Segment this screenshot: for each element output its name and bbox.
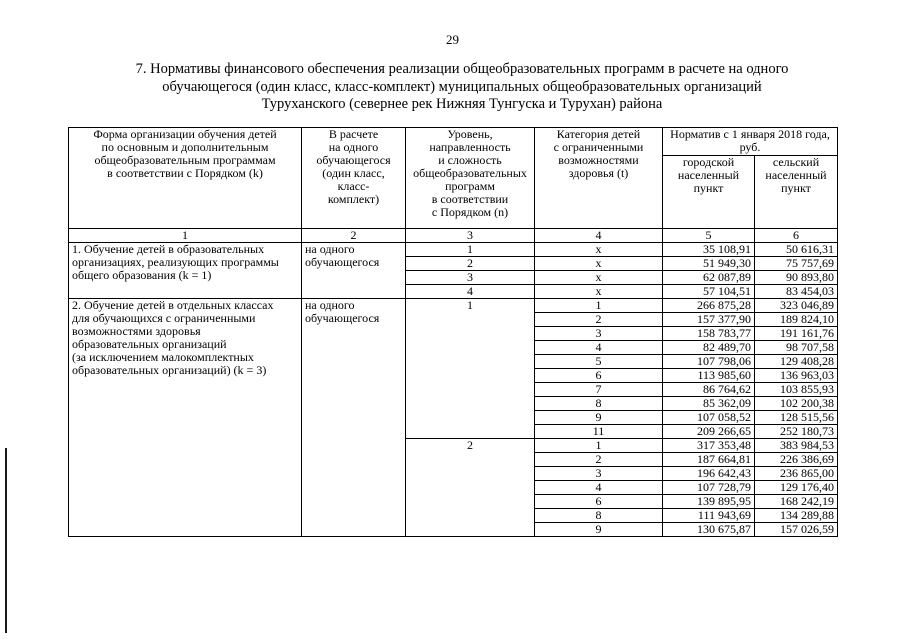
urban-value-cell: 57 104,51 (663, 285, 755, 299)
level-cell: 2 (406, 257, 535, 271)
cell-line: образовательных организаций) (k = 3) (72, 363, 267, 377)
table-row (69, 243, 838, 257)
category-cell: 9 (535, 523, 663, 537)
cell-line: на одного (305, 298, 355, 312)
cell-line: возможностями здоровья (72, 324, 201, 338)
urban-value-cell: 139 895,95 (663, 495, 755, 509)
per-student-cell (302, 299, 406, 537)
rural-value-cell: 134 289,88 (755, 509, 838, 523)
category-cell: 7 (535, 383, 663, 397)
urban-value-cell: 158 783,77 (663, 327, 755, 341)
header-category: Категория детей с ограниченными возможностями здоровья (t) (535, 128, 663, 229)
urban-value-cell: 86 764,62 (663, 383, 755, 397)
level-cell: 3 (406, 271, 535, 285)
rural-value-cell: 168 242,19 (755, 495, 838, 509)
rural-value-cell: 252 180,73 (755, 425, 838, 439)
cell-line: обучающегося (305, 311, 380, 325)
rural-value-cell: 103 855,93 (755, 383, 838, 397)
category-cell: 9 (535, 411, 663, 425)
rural-value-cell: 129 408,28 (755, 355, 838, 369)
level-cell: 4 (406, 285, 535, 299)
category-cell: 6 (535, 495, 663, 509)
rural-value-cell: 189 824,10 (755, 313, 838, 327)
category-cell: 11 (535, 425, 663, 439)
category-cell: 6 (535, 369, 663, 383)
column-number: 4 (535, 229, 663, 243)
category-cell: 3 (535, 327, 663, 341)
per-student-cell (302, 243, 406, 299)
rural-value-cell: 98 707,58 (755, 341, 838, 355)
column-number: 6 (755, 229, 838, 243)
urban-value-cell: 209 266,65 (663, 425, 755, 439)
urban-value-cell: 196 642,43 (663, 467, 755, 481)
urban-value-cell: 82 489,70 (663, 341, 755, 355)
category-cell: 8 (535, 509, 663, 523)
category-cell: 4 (535, 481, 663, 495)
rural-value-cell: 136 963,03 (755, 369, 838, 383)
rural-value-cell: 75 757,69 (755, 257, 838, 271)
header-level: Уровень, направленность и сложность общеобразовательных программ в соответствии с Порядком (n) (406, 128, 535, 229)
column-number: 3 (406, 229, 535, 243)
rural-value-cell: 191 161,76 (755, 327, 838, 341)
category-cell: 2 (535, 313, 663, 327)
urban-value-cell: 107 058,52 (663, 411, 755, 425)
cell-line: обучающегося (305, 255, 380, 269)
category-cell: 3 (535, 467, 663, 481)
urban-value-cell: 317 353,48 (663, 439, 755, 453)
cell-line: (за исключением малокомплектных (72, 350, 254, 364)
category-cell: х (535, 271, 663, 285)
urban-value-cell: 35 108,91 (663, 243, 755, 257)
urban-value-cell: 187 664,81 (663, 453, 755, 467)
header-urban: городской населенный пункт (663, 156, 755, 229)
urban-value-cell: 113 985,60 (663, 369, 755, 383)
form-cell (69, 243, 302, 299)
rural-value-cell: 157 026,59 (755, 523, 838, 537)
rural-value-cell: 128 515,56 (755, 411, 838, 425)
category-cell: х (535, 285, 663, 299)
rural-value-cell: 129 176,40 (755, 481, 838, 495)
urban-value-cell: 107 728,79 (663, 481, 755, 495)
rural-value-cell: 383 984,53 (755, 439, 838, 453)
column-number: 2 (302, 229, 406, 243)
urban-value-cell: 130 675,87 (663, 523, 755, 537)
title-line: 7. Нормативы финансового обеспечения реализации общеобразовательных программ в расчете на одного (135, 61, 789, 77)
rural-value-cell: 236 865,00 (755, 467, 838, 481)
cell-line: 1. Обучение детей в образовательных (72, 242, 265, 256)
level-cell: 1 (406, 243, 535, 257)
cell-line: образовательных организаций (72, 337, 227, 351)
category-cell: 2 (535, 453, 663, 467)
page-number: 29 (446, 32, 459, 47)
urban-value-cell: 85 362,09 (663, 397, 755, 411)
table-row (69, 299, 838, 313)
column-number: 5 (663, 229, 755, 243)
cell-line: на одного (305, 242, 355, 256)
page-title (92, 61, 832, 114)
title-line: Туруханского (севернее рек Нижняя Тунгуска и Турухан) района (261, 96, 663, 112)
title-line: обучающегося (один класс, класс-комплект) муниципальных общеобразовательных организаций (162, 78, 762, 95)
rural-value-cell: 102 200,38 (755, 397, 838, 411)
category-cell: 4 (535, 341, 663, 355)
category-cell: х (535, 243, 663, 257)
urban-value-cell: 266 875,28 (663, 299, 755, 313)
rural-value-cell: 50 616,31 (755, 243, 838, 257)
cell-line: общего образования (k = 1) (72, 268, 212, 282)
header-form: Форма организации обучения детей по основным и дополнительным общеобразовательным программам в соответствии с Порядком (k) (69, 128, 302, 229)
category-cell: х (535, 257, 663, 271)
header-rural: сельский населенный пункт (755, 156, 838, 229)
column-numbers-row (69, 229, 838, 243)
margin-rule (5, 448, 7, 633)
rural-value-cell: 83 454,03 (755, 285, 838, 299)
column-number: 1 (69, 229, 302, 243)
category-cell: 8 (535, 397, 663, 411)
header-normative: Норматив с 1 января 2018 года, руб. (663, 128, 838, 156)
urban-value-cell: 62 087,89 (663, 271, 755, 285)
category-cell: 1 (535, 299, 663, 313)
cell-line: 2. Обучение детей в отдельных классах (72, 298, 274, 312)
urban-value-cell: 157 377,90 (663, 313, 755, 327)
rural-value-cell: 90 893,80 (755, 271, 838, 285)
category-cell: 1 (535, 439, 663, 453)
urban-value-cell: 111 943,69 (663, 509, 755, 523)
rural-value-cell: 226 386,69 (755, 453, 838, 467)
category-cell: 5 (535, 355, 663, 369)
urban-value-cell: 51 949,30 (663, 257, 755, 271)
cell-line: организациях, реализующих программы (72, 255, 279, 269)
level-cell: 2 (406, 439, 535, 537)
rural-value-cell: 323 046,89 (755, 299, 838, 313)
header-per-student: В расчете на одного обучающегося (один класс, класс- комплект) (302, 128, 406, 229)
urban-value-cell: 107 798,06 (663, 355, 755, 369)
form-cell (69, 299, 302, 537)
normatives-table (68, 127, 838, 537)
cell-line: для обучающихся с ограниченными (72, 311, 256, 325)
level-cell: 1 (406, 299, 535, 439)
